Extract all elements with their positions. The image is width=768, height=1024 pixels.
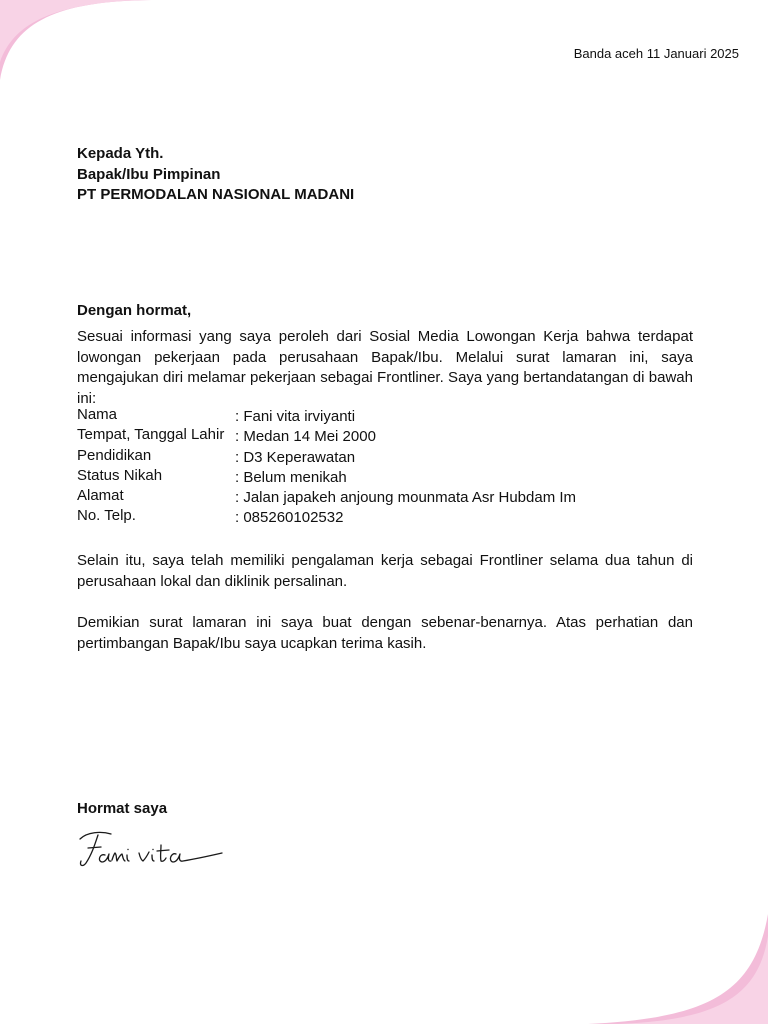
corner-decoration-bottom-right (588, 914, 768, 1024)
greeting: Dengan hormat, (77, 302, 192, 319)
letter-date: Banda aceh 11 Januari 2025 (573, 46, 739, 61)
detail-value: : Belum menikah (235, 468, 347, 486)
detail-value: : 085260102532 (235, 509, 344, 527)
detail-label: Alamat (77, 487, 124, 505)
signature (77, 826, 227, 877)
recipient-line-2: Bapak/Ibu Pimpinan (77, 165, 221, 183)
corner-decoration-top-left (0, 0, 160, 80)
detail-value: : D3 Keperawatan (235, 448, 356, 466)
detail-label: No. Telp. (77, 507, 136, 525)
detail-value: : Jalan japakeh anjoung mounmata Asr Hubdam Im (235, 489, 577, 507)
detail-label: Pendidikan (77, 446, 152, 464)
closing-paragraph: Demikian surat lamaran ini saya buat dengan sebenar-benarnya. Atas perhatian dan pertimbangan Bapak/Ibu saya ucapkan terima kasih. (77, 614, 693, 652)
detail-value: : Medan 14 Mei 2000 (235, 428, 376, 446)
experience-paragraph: Selain itu, saya telah memiliki pengalaman kerja sebagai Frontliner selama dua tahun di perusahaan lokal dan diklinik persalinan. (77, 552, 693, 590)
closing-salutation: Hormat saya (77, 800, 168, 817)
detail-label: Status Nikah (77, 466, 163, 484)
recipient-company: PT PERMODALAN NASIONAL MADANI (77, 186, 355, 203)
detail-value: : Fani vita irviyanti (235, 408, 356, 425)
recipient-block (77, 144, 354, 206)
recipient-line-1: Kepada Yth. (77, 145, 164, 162)
detail-label: Tempat, Tanggal Lahir (77, 426, 225, 444)
detail-label: Nama (77, 406, 118, 423)
intro-paragraph: Sesuai informasi yang saya peroleh dari Sosial Media Lowongan Kerja bahwa terdapat lowongan pekerjaan pada perusahaan Bapak/Ibu. Melalui surat lamaran ini, saya mengajukan diri melamar pekerjaan sebagai Frontliner. Saya yang bertandatangan di bawah ini: (77, 328, 693, 407)
